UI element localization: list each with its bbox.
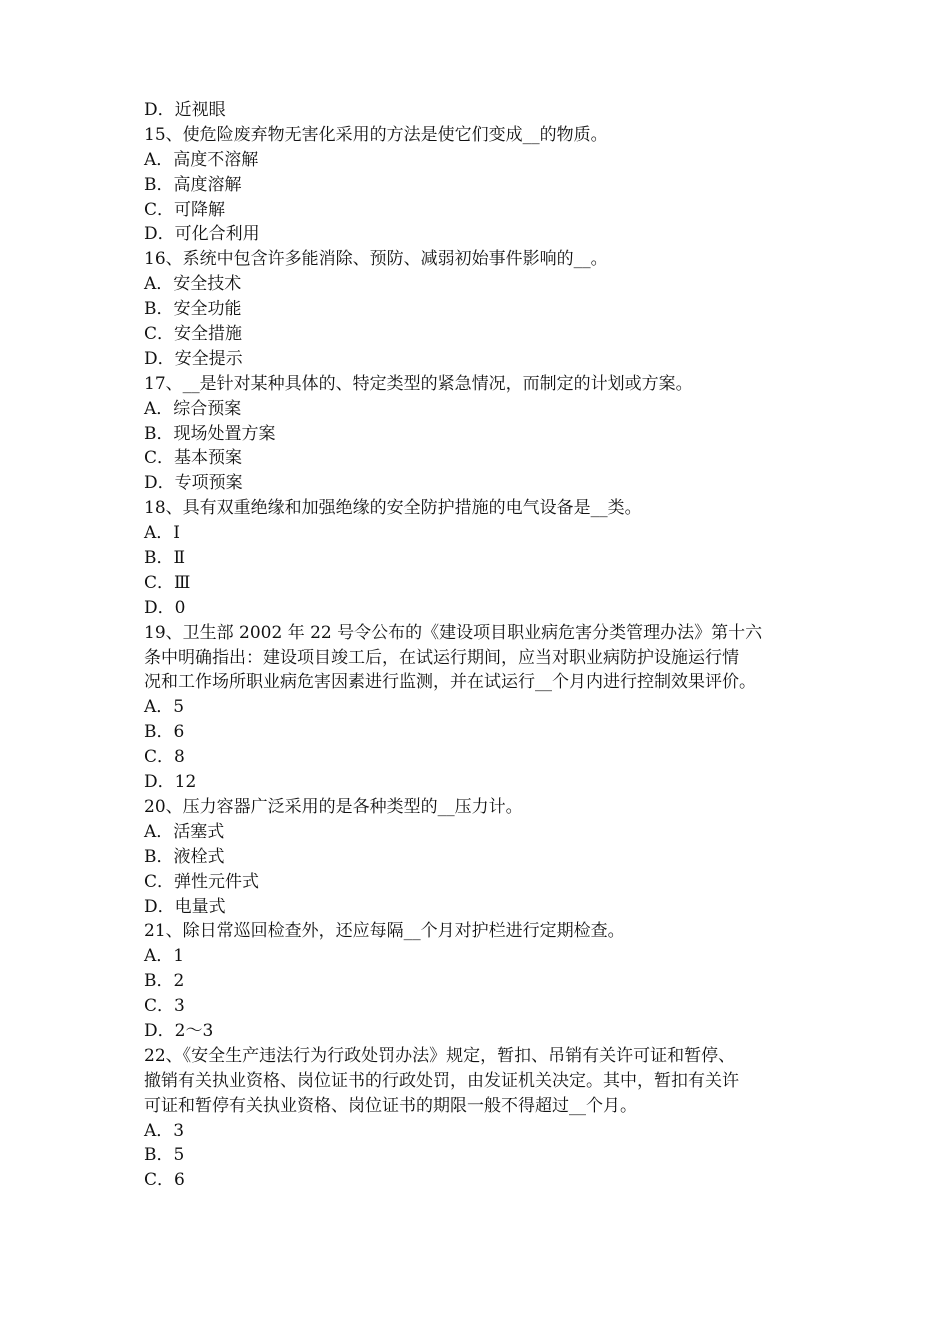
option-line: A．5 [144,697,185,718]
option-line: B．高度溶解 [144,174,242,195]
option-line: A．1 [144,946,185,967]
option-line: D．专项预案 [144,473,243,494]
option-line: A．安全技术 [144,274,242,295]
option-line: D．可化合利用 [144,224,260,245]
option-line: D．电量式 [144,896,226,917]
option-line: D．2～3 [144,1020,214,1041]
option-line: D．0 [144,597,186,618]
option-line: A．3 [144,1120,185,1141]
question-continuation-line: 撤销有关执业资格、岗位证书的行政处罚，由发证机关决定。其中，暂扣有关许 [144,1070,739,1091]
question-line: 20、压力容器广泛采用的是各种类型的__压力计。 [144,796,523,817]
option-line: C．Ⅲ [144,572,191,593]
option-line: C．3 [144,996,185,1017]
question-line: 21、除日常巡回检查外，还应每隔__个月对护栏进行定期检查。 [144,921,625,942]
question-line: 16、系统中包含许多能消除、预防、减弱初始事件影响的__。 [144,249,608,270]
document-page [144,98,834,1193]
question-line: 22、《安全生产违法行为行政处罚办法》规定，暂扣、吊销有关许可证和暂停、 [144,1045,736,1066]
option-line: A．Ⅰ [144,523,180,544]
option-line: C．可降解 [144,199,226,220]
option-line: C．8 [144,747,185,768]
option-line: A．综合预案 [144,398,242,419]
question-continuation-line: 可证和暂停有关执业资格、岗位证书的期限一般不得超过__个月。 [144,1095,637,1116]
option-line: B．现场处置方案 [144,423,276,444]
option-line: C．安全措施 [144,324,243,345]
option-line: D．安全提示 [144,348,243,369]
question-continuation-line: 条中明确指出：建设项目竣工后，在试运行期间，应当对职业病防护设施运行情 [144,647,739,668]
question-continuation-line: 况和工作场所职业病危害因素进行监测，并在试运行__个月内进行控制效果评价。 [144,672,756,693]
option-line: B．液栓式 [144,846,225,867]
option-line: B．6 [144,722,185,743]
option-line: C．弹性元件式 [144,871,260,892]
option-line: B．2 [144,971,185,992]
option-line: A．活塞式 [144,821,225,842]
option-line: D．近视眼 [144,100,226,120]
option-line: B．Ⅱ [144,548,186,569]
option-line: A．高度不溶解 [144,149,259,170]
question-line: 18、具有双重绝缘和加强绝缘的安全防护措施的电气设备是__类。 [144,498,642,519]
option-line: C．6 [144,1170,185,1191]
question-line: 17、__是针对某种具体的、特定类型的紧急情况，而制定的计划或方案。 [144,373,693,394]
option-line: B．5 [144,1145,185,1166]
option-line: D．12 [144,772,197,793]
question-line: 15、使危险废弃物无害化采用的方法是使它们变成__的物质。 [144,124,608,145]
question-line: 19、卫生部 2002 年 22 号令公布的《建设项目职业病危害分类管理办法》第十六 [144,622,763,643]
option-line: C．基本预案 [144,448,243,469]
option-line: B．安全功能 [144,299,242,320]
